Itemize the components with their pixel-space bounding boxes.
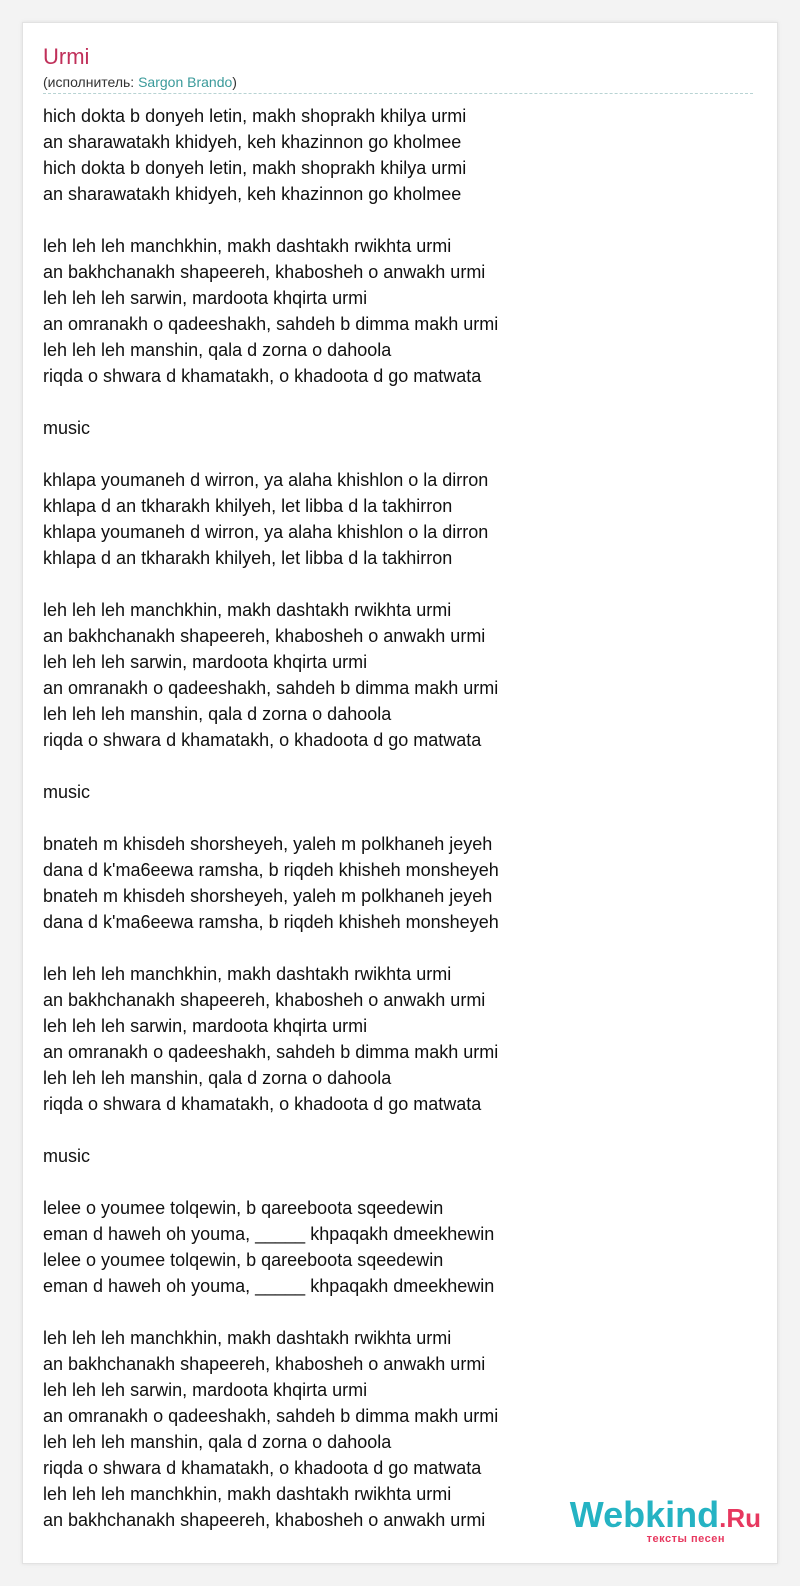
lyric-line: leh leh leh manshin, qala d zorna o dahoola [43,1068,392,1088]
logo-tld: .Ru [719,1503,761,1533]
lyric-line: leh leh leh sarwin, mardoota khqirta urmi [43,652,368,672]
lyric-line: an bakhchanakh shapeereh, khabosheh o anwakh urmi [43,1354,486,1374]
lyric-line [43,753,499,779]
lyric-line: leh leh leh sarwin, mardoota khqirta urmi [43,288,368,308]
lyric-line [43,935,499,961]
lyric-line: leh leh leh manshin, qala d zorna o dahoola [43,1432,392,1452]
lyric-line: khlapa d an tkharakh khilyeh, let libba d la takhirron [43,496,453,516]
song-title: Urmi [43,44,90,69]
lyric-line: leh leh leh manchkhin, makh dashtakh rwikhta urmi [43,1484,452,1504]
logo-name: Webkind [569,1494,720,1535]
lyric-line: leh leh leh sarwin, mardoota khqirta urmi [43,1380,368,1400]
lyric-line: bnateh m khisdeh shorsheyeh, yaleh m polkhaneh jeyeh [43,886,493,906]
lyric-line [43,1169,499,1195]
lyric-line: an bakhchanakh shapeereh, khabosheh o anwakh urmi [43,990,486,1010]
lyric-line: lelee o youmee tolqewin, b qareeboota sqeedewin [43,1250,444,1270]
lyric-line: leh leh leh sarwin, mardoota khqirta urmi [43,1016,368,1036]
lyric-line [43,389,499,415]
lyric-line: eman d haweh oh youma, _____ khpaqakh dmeekhewin [43,1276,495,1296]
performer-prefix: (исполнитель: [43,74,139,90]
title-divider [43,93,753,94]
performer-suffix: ) [232,74,237,90]
logo-wordmark [569,1494,761,1536]
lyric-line: an sharawatakh khidyeh, keh khazinnon go kholmee [43,184,462,204]
lyric-line: riqda o shwara d khamatakh, o khadoota d go matwata [43,730,482,750]
lyric-line: hich dokta b donyeh letin, makh shoprakh khilya urmi [43,158,467,178]
lyric-line: riqda o shwara d khamatakh, o khadoota d go matwata [43,1094,482,1114]
lyric-line: leh leh leh manchkhin, makh dashtakh rwikhta urmi [43,236,452,256]
lyric-line: an omranakh o qadeeshakh, sahdeh b dimma makh urmi [43,1406,499,1426]
lyric-line: an omranakh o qadeeshakh, sahdeh b dimma makh urmi [43,678,499,698]
lyric-line: hich dokta b donyeh letin, makh shoprakh khilya urmi [43,106,467,126]
lyric-line: music [43,782,91,802]
lyric-line: an omranakh o qadeeshakh, sahdeh b dimma makh urmi [43,1042,499,1062]
lyric-line: an omranakh o qadeeshakh, sahdeh b dimma makh urmi [43,314,499,334]
lyric-line [43,1117,499,1143]
performer-line [43,73,237,91]
lyrics-card [22,22,778,1564]
lyrics-text [43,103,499,1533]
lyric-line: leh leh leh manshin, qala d zorna o dahoola [43,704,392,724]
lyric-line [43,1299,499,1325]
lyric-line: an bakhchanakh shapeereh, khabosheh o anwakh urmi [43,262,486,282]
lyric-line: leh leh leh manshin, qala d zorna o dahoola [43,340,392,360]
lyric-line [43,441,499,467]
lyric-line: music [43,1146,91,1166]
lyric-line: dana d k'ma6eewa ramsha, b riqdeh khisheh monsheyeh [43,912,499,932]
lyric-line: leh leh leh manchkhin, makh dashtakh rwikhta urmi [43,964,452,984]
lyric-line [43,805,499,831]
lyric-line: khlapa youmaneh d wirron, ya alaha khishlon o la dirron [43,470,489,490]
lyric-line: riqda o shwara d khamatakh, o khadoota d go matwata [43,1458,482,1478]
lyric-line: dana d k'ma6eewa ramsha, b riqdeh khisheh monsheyeh [43,860,499,880]
lyric-line: khlapa youmaneh d wirron, ya alaha khishlon o la dirron [43,522,489,542]
lyric-line: leh leh leh manchkhin, makh dashtakh rwikhta urmi [43,1328,452,1348]
performer-link[interactable]: Sargon Brando [138,74,233,90]
site-logo[interactable] [569,1494,761,1545]
lyric-line [43,571,499,597]
lyric-line: an sharawatakh khidyeh, keh khazinnon go kholmee [43,132,462,152]
lyric-line: leh leh leh manchkhin, makh dashtakh rwikhta urmi [43,600,452,620]
lyric-line: an bakhchanakh shapeereh, khabosheh o anwakh urmi [43,626,486,646]
lyric-line [43,207,499,233]
lyric-line: lelee o youmee tolqewin, b qareeboota sqeedewin [43,1198,444,1218]
lyric-line: riqda o shwara d khamatakh, o khadoota d go matwata [43,366,482,386]
lyric-line: bnateh m khisdeh shorsheyeh, yaleh m polkhaneh jeyeh [43,834,493,854]
lyric-line: an bakhchanakh shapeereh, khabosheh o anwakh urmi [43,1510,486,1530]
lyric-line: khlapa d an tkharakh khilyeh, let libba d la takhirron [43,548,453,568]
lyric-line: music [43,418,91,438]
lyric-line: eman d haweh oh youma, _____ khpaqakh dmeekhewin [43,1224,495,1244]
logo-tagline: тексты песен [646,1533,725,1545]
